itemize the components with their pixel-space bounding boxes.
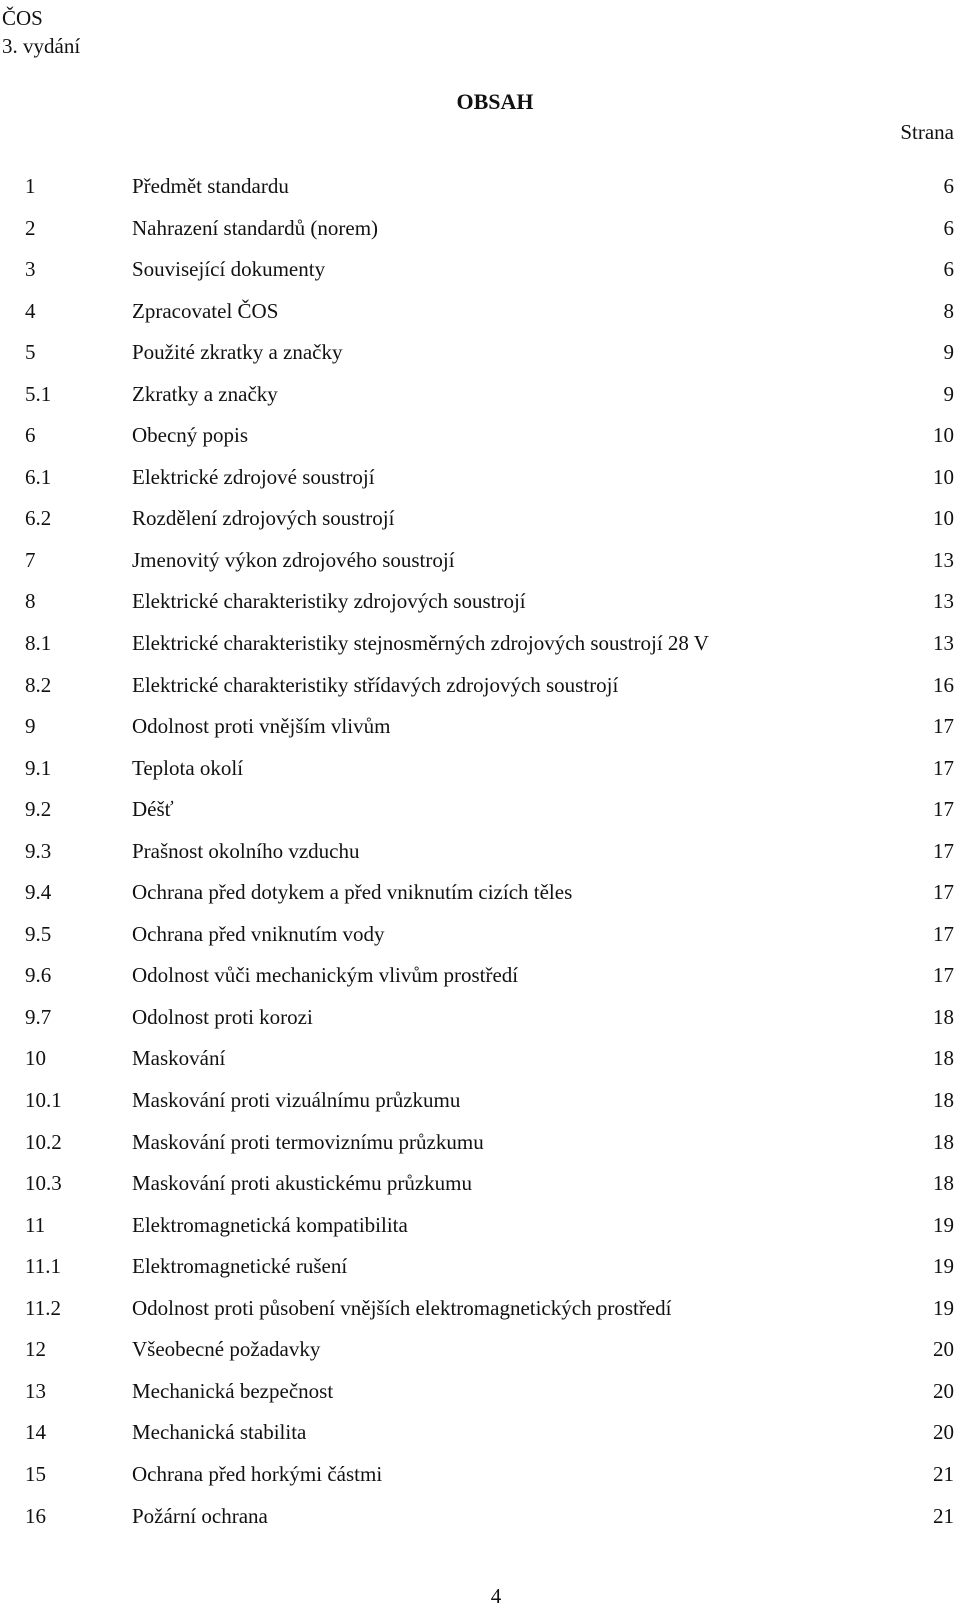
toc-entry-title: Požární ochrana bbox=[132, 1503, 268, 1528]
toc-entry-title: Ochrana před dotykem a před vniknutím cizích těles bbox=[132, 880, 573, 905]
toc-entry[interactable] bbox=[0, 876, 960, 918]
toc-entry[interactable] bbox=[0, 585, 960, 627]
toc-entry-page: 16 bbox=[933, 672, 954, 697]
toc-entry[interactable] bbox=[0, 1209, 960, 1251]
toc-entry[interactable] bbox=[0, 461, 960, 503]
toc-entry-number: 9.5 bbox=[25, 921, 52, 946]
toc-entry[interactable] bbox=[0, 544, 960, 586]
toc-entry-page: 17 bbox=[933, 838, 954, 863]
toc-entry-title: Odolnost proti korozi bbox=[132, 1004, 313, 1029]
toc-entry-page: 19 bbox=[933, 1254, 954, 1279]
toc-entry[interactable] bbox=[0, 710, 960, 752]
toc-entry-title: Související dokumenty bbox=[132, 257, 326, 282]
toc-entry-page: 13 bbox=[933, 547, 954, 572]
toc-entry-title: Elektrické charakteristiky stejnosměrných zdrojových soustrojí 28 V bbox=[132, 631, 709, 656]
toc-entry[interactable] bbox=[0, 669, 960, 711]
toc-entry-page: 17 bbox=[933, 755, 954, 780]
toc-entry-title: Nahrazení standardů (norem) bbox=[132, 215, 379, 240]
toc-entry[interactable] bbox=[0, 1458, 960, 1500]
toc-entry-title: Zkratky a značky bbox=[132, 381, 278, 406]
toc-entry-title: Maskování proti akustickému průzkumu bbox=[132, 1171, 473, 1196]
toc-entry-title: Maskování proti termoviznímu průzkumu bbox=[132, 1129, 484, 1154]
toc-entry[interactable] bbox=[0, 1042, 960, 1084]
toc-entry-title: Elektrické zdrojové soustrojí bbox=[132, 464, 375, 489]
toc-entry-title: Maskování proti vizuálnímu průzkumu bbox=[132, 1088, 461, 1113]
toc-entry-title: Zpracovatel ČOS bbox=[132, 298, 279, 323]
toc-entry[interactable] bbox=[0, 1250, 960, 1292]
toc-entry[interactable] bbox=[0, 835, 960, 877]
toc-entry-title: Odolnost vůči mechanickým vlivům prostředí bbox=[132, 963, 519, 988]
toc-entry-page: 20 bbox=[933, 1337, 954, 1362]
toc-entry[interactable] bbox=[0, 1084, 960, 1126]
toc-entry-number: 10 bbox=[25, 1046, 46, 1071]
toc-entry-title: Elektrické charakteristiky zdrojových soustrojí bbox=[132, 589, 526, 614]
toc-entry[interactable] bbox=[0, 212, 960, 254]
toc-entry-number: 9.2 bbox=[25, 797, 52, 822]
toc-entry-number: 9.6 bbox=[25, 963, 52, 988]
toc-entry[interactable] bbox=[0, 1167, 960, 1209]
toc-entry-page: 17 bbox=[933, 797, 954, 822]
toc-entry-number: 10.1 bbox=[25, 1088, 62, 1113]
toc-entry-title: Maskování bbox=[132, 1046, 226, 1071]
toc-entry-number: 5.1 bbox=[25, 381, 52, 406]
toc-entry-page: 9 bbox=[943, 340, 954, 365]
toc-entry[interactable] bbox=[0, 295, 960, 337]
toc-entry-page: 6 bbox=[943, 257, 954, 282]
toc-entry-number: 11.2 bbox=[25, 1295, 61, 1320]
toc-entry-number: 9.1 bbox=[25, 755, 52, 780]
toc-entry-number: 14 bbox=[25, 1420, 46, 1445]
toc-entry[interactable] bbox=[0, 1126, 960, 1168]
toc-entry-page: 10 bbox=[933, 423, 954, 448]
toc-entry-number: 9.4 bbox=[25, 880, 52, 905]
toc-entry-number: 10.3 bbox=[25, 1171, 62, 1196]
toc-entry-page: 9 bbox=[943, 381, 954, 406]
toc-entry-title: Předmět standardu bbox=[132, 174, 289, 198]
toc-entry-page: 18 bbox=[933, 1004, 954, 1029]
toc-entry-page: 18 bbox=[933, 1088, 954, 1113]
toc-entry-number: 3 bbox=[25, 257, 36, 282]
toc-entry-number: 4 bbox=[25, 298, 36, 323]
toc-entry-title: Použité zkratky a značky bbox=[132, 340, 343, 365]
toc-entry-page: 21 bbox=[933, 1461, 954, 1486]
toc-entry-page: 21 bbox=[933, 1503, 954, 1528]
toc-entry-title: Ochrana před horkými částmi bbox=[132, 1461, 383, 1486]
toc-entry-number: 11.1 bbox=[25, 1254, 61, 1279]
toc-entry[interactable] bbox=[0, 336, 960, 378]
toc-entry-number: 6.2 bbox=[25, 506, 52, 531]
toc-entry-page: 19 bbox=[933, 1295, 954, 1320]
toc-entry-number: 15 bbox=[25, 1461, 46, 1486]
edition-label: 3. vydání bbox=[2, 34, 81, 58]
toc-entry-title: Rozdělení zdrojových soustrojí bbox=[132, 506, 395, 531]
toc-entry[interactable] bbox=[0, 1416, 960, 1458]
toc-entry-title: Déšť bbox=[132, 797, 174, 822]
toc-entry-number: 10.2 bbox=[25, 1129, 62, 1154]
page-title: OBSAH bbox=[456, 89, 534, 114]
toc-entry[interactable] bbox=[0, 1001, 960, 1043]
toc-entry-number: 6 bbox=[25, 423, 36, 448]
toc-entry-number: 8.2 bbox=[25, 672, 52, 697]
toc-entry-page: 20 bbox=[933, 1378, 954, 1403]
toc-entry[interactable] bbox=[0, 1500, 960, 1542]
toc-entry-title: Ochrana před vniknutím vody bbox=[132, 921, 385, 946]
page-number: 4 bbox=[490, 1584, 502, 1608]
toc-entry[interactable] bbox=[0, 1375, 960, 1417]
toc-entry[interactable] bbox=[0, 419, 960, 461]
toc-entry[interactable] bbox=[0, 378, 960, 420]
toc-entry-number: 16 bbox=[25, 1503, 46, 1528]
document-code: ČOS bbox=[2, 6, 43, 30]
toc-entry-title: Všeobecné požadavky bbox=[132, 1337, 321, 1362]
toc-entry-page: 10 bbox=[933, 506, 954, 531]
toc-entry[interactable] bbox=[0, 627, 960, 669]
toc-entry-page: 20 bbox=[933, 1420, 954, 1445]
toc-entry-title: Teplota okolí bbox=[132, 755, 244, 780]
toc-entry-number: 12 bbox=[25, 1337, 46, 1362]
toc-entry-number: 9 bbox=[25, 714, 36, 739]
toc-entry-page: 18 bbox=[933, 1046, 954, 1071]
toc-entry[interactable] bbox=[0, 752, 960, 794]
toc-entry[interactable] bbox=[0, 1292, 960, 1334]
toc-entry[interactable] bbox=[0, 793, 960, 835]
toc-entry-number: 6.1 bbox=[25, 464, 52, 489]
toc-entry-number: 11 bbox=[25, 1212, 46, 1237]
toc-entry-number: 2 bbox=[25, 215, 36, 240]
toc-entry-page: 17 bbox=[933, 880, 954, 905]
toc-entry-page: 17 bbox=[933, 714, 954, 739]
toc-entry-page: 13 bbox=[933, 589, 954, 614]
toc-entry-page: 8 bbox=[943, 298, 954, 323]
toc-entry-number: 9.7 bbox=[25, 1004, 52, 1029]
toc-entry-title: Elektrické charakteristiky střídavých zdrojových soustrojí bbox=[132, 672, 619, 697]
toc-entry-page: 10 bbox=[933, 464, 954, 489]
toc-entry[interactable] bbox=[0, 918, 960, 960]
toc-entry-number: 8 bbox=[25, 589, 36, 614]
toc-entry-page: 17 bbox=[933, 963, 954, 988]
page-column-header: Strana bbox=[900, 120, 954, 144]
toc-entry-page: 6 bbox=[943, 174, 954, 198]
toc-entry[interactable] bbox=[0, 959, 960, 1001]
toc-entry[interactable] bbox=[0, 502, 960, 544]
table-of-contents bbox=[0, 170, 960, 1541]
toc-entry-page: 17 bbox=[933, 921, 954, 946]
toc-entry-title: Elektromagnetická kompatibilita bbox=[132, 1212, 408, 1237]
toc-entry[interactable] bbox=[0, 253, 960, 295]
toc-entry-number: 5 bbox=[25, 340, 36, 365]
toc-entry[interactable] bbox=[0, 1333, 960, 1375]
toc-entry-page: 13 bbox=[933, 631, 954, 656]
toc-entry-page: 19 bbox=[933, 1212, 954, 1237]
toc-entry-title: Elektromagnetické rušení bbox=[132, 1254, 348, 1279]
toc-entry-title: Odolnost proti vnějším vlivům bbox=[132, 714, 391, 739]
toc-entry-page: 18 bbox=[933, 1129, 954, 1154]
toc-entry-title: Mechanická bezpečnost bbox=[132, 1378, 334, 1403]
toc-entry-title: Obecný popis bbox=[132, 423, 249, 448]
toc-entry[interactable] bbox=[0, 170, 960, 212]
toc-entry-number: 13 bbox=[25, 1378, 46, 1403]
toc-entry-page: 18 bbox=[933, 1171, 954, 1196]
toc-entry-number: 1 bbox=[25, 174, 36, 198]
toc-entry-number: 7 bbox=[25, 547, 36, 572]
toc-entry-page: 6 bbox=[943, 215, 954, 240]
toc-entry-number: 9.3 bbox=[25, 838, 52, 863]
toc-entry-number: 8.1 bbox=[25, 631, 52, 656]
toc-entry-title: Odolnost proti působení vnějších elektromagnetických prostředí bbox=[132, 1295, 672, 1320]
toc-entry-title: Mechanická stabilita bbox=[132, 1420, 307, 1445]
toc-entry-title: Prašnost okolního vzduchu bbox=[132, 838, 360, 863]
toc-entry-title: Jmenovitý výkon zdrojového soustrojí bbox=[132, 547, 455, 572]
